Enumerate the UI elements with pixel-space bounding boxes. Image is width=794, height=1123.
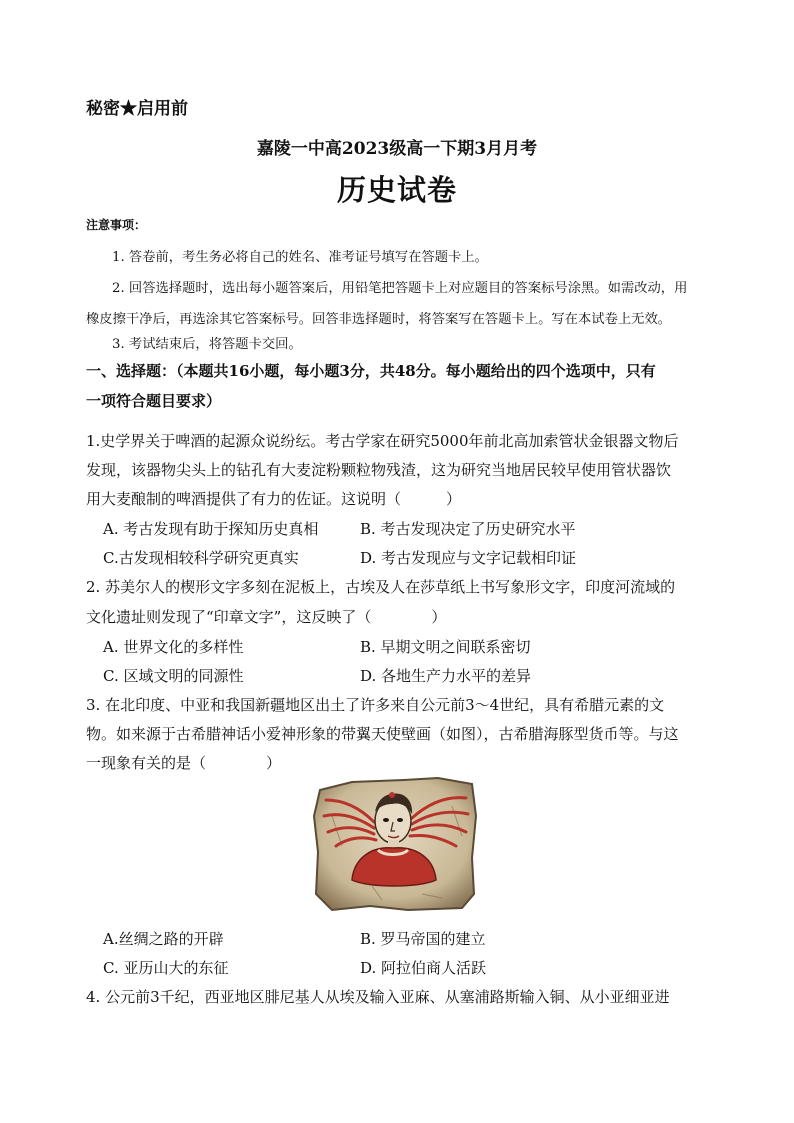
q3-line-3: 一现象有关的是（ ） xyxy=(86,754,282,772)
q2-line-2: 文化遗址则发现了“印章文字”，这反映了（ ） xyxy=(86,608,447,626)
q3-option-d: D. 阿拉伯商人活跃 xyxy=(360,959,487,977)
notice-item-2: 2. 回答选择题时，选出每小题答案后，用铅笔把答题卡上对应题目的答案标号涂黑。如需改动，用 xyxy=(112,281,688,296)
q3-option-b: B. 罗马帝国的建立 xyxy=(360,930,486,948)
q1-option-a: A. 考古发现有助于探知历史真相 xyxy=(103,520,319,538)
q2-option-a: A. 世界文化的多样性 xyxy=(103,638,244,656)
page-title: 历史试卷 xyxy=(336,173,457,207)
q1-option-c: C.古发现相较科学研究更真实 xyxy=(103,549,299,567)
q2-option-d: D. 各地生产力水平的差异 xyxy=(360,667,532,685)
notice-item-1: 1. 答卷前，考生务必将自己的姓名、准考证号填写在答题卡上。 xyxy=(112,250,488,265)
q2-option-c: C. 区域文明的同源性 xyxy=(103,667,244,685)
section-heading: 一、选择题：（本题共16小题，每小题3分，共48分。每小题给出的四个选项中，只有 xyxy=(86,362,656,380)
q2-option-b: B. 早期文明之间联系密切 xyxy=(360,638,531,656)
section-heading-cont: 一项符合题目要求） xyxy=(86,392,222,410)
q1-line-2: 发现，该器物尖头上的钻孔有大麦淀粉颗粒物残渣，这为研究当地居民较早使用管状器饮 xyxy=(86,461,672,479)
q1-option-b: B. 考古发现决定了历史研究水平 xyxy=(360,520,576,538)
q4-line-1: 4. 公元前3千纪，西亚地区腓尼基人从埃及输入亚麻、从塞浦路斯输入铜、从小亚细亚进 xyxy=(86,988,670,1006)
q1-line-1: 1.史学界关于啤酒的起源众说纷纭。考古学家在研究5000年前北高加索管状金银器文物后 xyxy=(86,432,679,450)
q3-option-a: A.丝绸之路的开辟 xyxy=(103,930,224,948)
q3-line-2: 物。如来源于古希腊神话小爱神形象的带翼天使壁画（如图），古希腊海豚型货币等。与这 xyxy=(86,725,679,743)
confidential-mark: 秘密★启用前 xyxy=(86,99,188,119)
notice-item-2-cont: 橡皮擦干净后，再选涂其它答案标号。回答非选择题时，将答案写在答题卡上。写在本试卷上无效。 xyxy=(86,312,672,327)
q1-line-3: 用大麦酿制的啤酒提供了有力的佐证。这说明（ ） xyxy=(86,490,462,508)
winged-angel-fresco-image xyxy=(312,776,478,912)
notice-heading: 注意事项： xyxy=(86,218,147,232)
q1-option-d: D. 考古发现应与文字记载相印证 xyxy=(360,549,577,567)
q3-line-1: 3. 在北印度、中亚和我国新疆地区出土了许多来自公元前3～4世纪，具有希腊元素的文 xyxy=(86,696,665,714)
q2-line-1: 2. 苏美尔人的楔形文字多刻在泥板上，古埃及人在莎草纸上书写象形文字，印度河流域的 xyxy=(86,578,676,596)
notice-item-3: 3. 考试结束后，将答题卡交回。 xyxy=(112,337,302,352)
exam-school-line: 嘉陵一中高2023级高一下期3月月考 xyxy=(256,139,538,159)
q3-option-c: C. 亚历山大的东征 xyxy=(103,959,229,977)
